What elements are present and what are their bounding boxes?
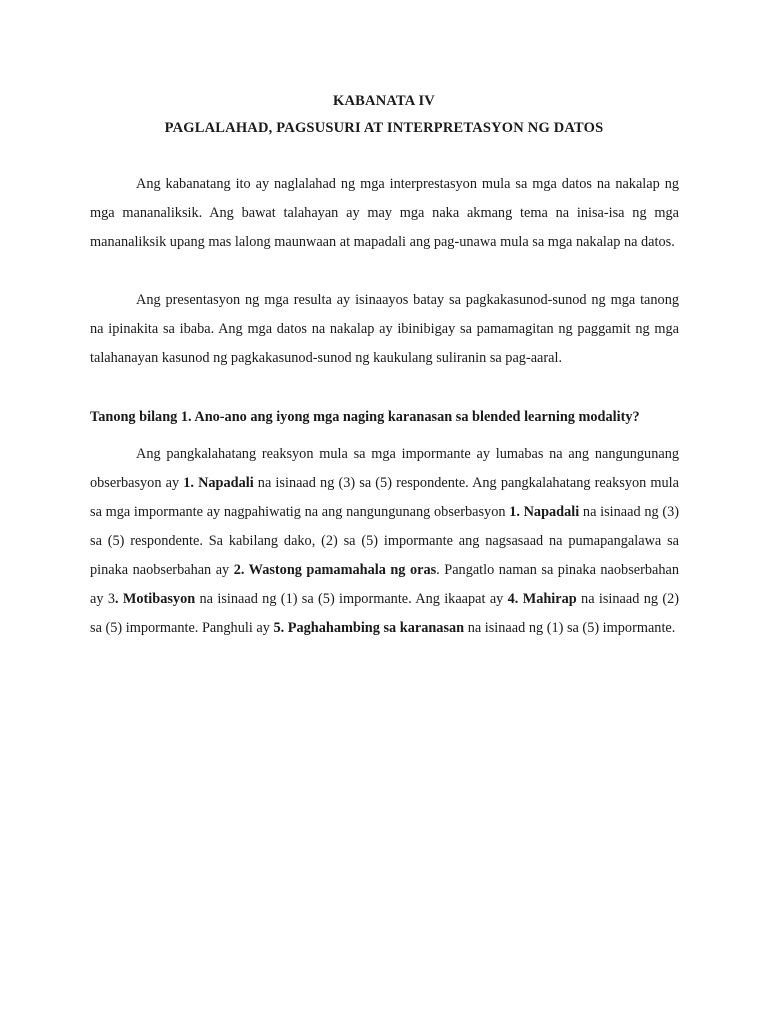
findings-text: na isinaad ng (1) sa (5) impormante. <box>464 620 676 636</box>
findings-text: na isinaad ng (2) sa (5) impormante. Panghuli ay <box>90 591 680 636</box>
findings-text: na isinaad ng (3) sa (5) respondente. Ang pangkalahatang reaksyon mula sa mga impormante ay nagpahiwatig na ang nangungunang obserbasyon <box>90 475 679 520</box>
finding-motibasyon: . Motibasyon <box>114 591 196 607</box>
finding-mahirap: 4. Mahirap <box>507 591 577 607</box>
chapter-title: PAGLALAHAD, PAGSUSURI AT INTERPRETASYON NG DATOS <box>164 120 604 136</box>
chapter-number: KABANATA IV <box>333 93 435 109</box>
findings-text: . Pangatlo naman sa pinaka naobserbahan ay 3 <box>90 562 680 607</box>
findings-paragraph <box>90 440 679 643</box>
question-heading: Tanong bilang 1. Ano-ano ang iyong mga naging karanasan sa blended learning modality? <box>90 409 640 425</box>
findings-text: na isinaad ng (1) sa (5) impormante. Ang ikaapat ay <box>195 591 508 607</box>
finding-wastong-pamamahala: 2. Wastong pamamahala ng oras <box>233 562 437 578</box>
finding-napadali-repeat: 1. Napadali <box>509 504 580 520</box>
intro-paragraph: Ang kabanatang ito ay naglalahad ng mga interprestasyon mula sa mga datos na nakalap ng mga mananaliksik. Ang bawat talahayan ay may mga naka akmang tema na inisa-isa ng mga mananaliksik upang mas lalong maunwaan at mapadali ang pag-unawa mula sa mga nakalap na datos. <box>90 176 679 250</box>
finding-napadali: 1. Napadali <box>183 475 254 491</box>
finding-paghahambing: 5. Paghahambing sa karanasan <box>273 620 465 636</box>
presentation-paragraph: Ang presentasyon ng mga resulta ay isinaayos batay sa pagkakasunod-sunod ng mga tanong na ipinakita sa ibaba. Ang mga datos na nakalap ay ibinibigay sa pamamagitan ng paggamit ng mga talahanayan kasunod ng pagkakasunod-sunod ng kaukulang suliranin sa pag-aaral. <box>90 292 679 366</box>
findings-text: na isinaad ng (3) sa (5) respondente. Sa kabilang dako, (2) sa (5) impormante ang nagsasaad na pumapangalawa sa pinaka naobserbahan ay <box>90 504 679 578</box>
findings-text: Ang pangkalahatang reaksyon mula sa mga impormante ay lumabas na ang nangungunang obserbasyon ay <box>90 446 679 491</box>
